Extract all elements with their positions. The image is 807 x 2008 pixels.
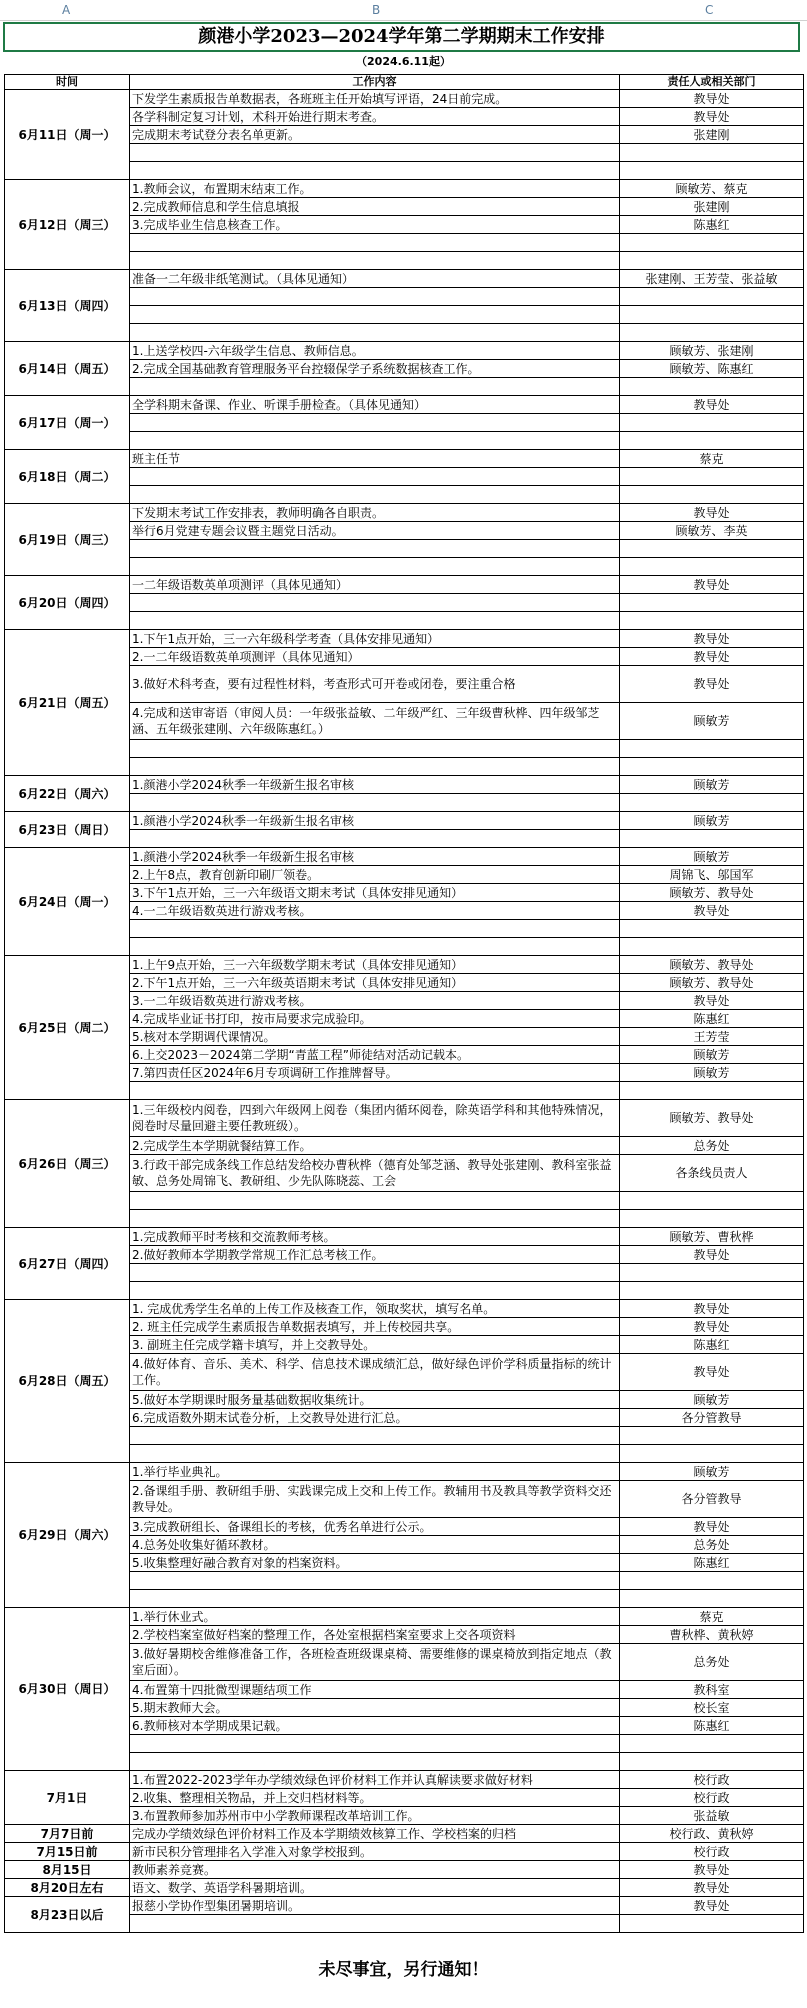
task-cell[interactable] [130,1282,620,1300]
responsible-cell[interactable]: 校长室 [620,1699,804,1717]
task-cell[interactable]: 1.颜港小学2024秋季一年级新生报名审核 [130,848,620,866]
task-cell[interactable]: 1.教师会议，布置期末结束工作。 [130,180,620,198]
responsible-cell[interactable]: 顾敏芳 [620,812,804,830]
responsible-cell[interactable]: 教导处 [620,1518,804,1536]
task-cell[interactable] [130,414,620,432]
table-row [5,1463,804,1481]
table-row [5,450,804,468]
task-cell[interactable]: 3.下午1点开始，三一六年级语文期末考试（具体安排见通知） [130,884,620,902]
task-cell[interactable]: 4.完成毕业证书打印，按市局要求完成验印。 [130,1010,620,1028]
responsible-cell[interactable] [620,920,804,938]
table-row [5,504,804,522]
task-cell[interactable]: 语文、数学、英语学科暑期培训。 [130,1879,620,1897]
task-cell[interactable]: 2.收集、整理相关物品，并上交归档材料等。 [130,1789,620,1807]
responsible-cell[interactable] [620,1192,804,1210]
responsible-cell[interactable] [620,432,804,450]
spreadsheet-column-header [0,0,807,21]
header-content: 工作内容 [130,75,620,90]
date-cell[interactable]: 8月20日左右 [5,1879,130,1897]
responsible-cell[interactable]: 陈惠红 [620,1554,804,1572]
task-cell[interactable] [130,1082,620,1100]
task-cell[interactable] [130,830,620,848]
responsible-cell[interactable] [620,378,804,396]
responsible-cell[interactable]: 顾敏芳 [620,1391,804,1409]
task-cell[interactable]: 1.布置2022-2023学年办学绩效绿色评价材料工作并认真解读要求做好材料 [130,1771,620,1789]
task-cell[interactable]: 1.举行休业式。 [130,1608,620,1626]
task-cell[interactable] [130,1572,620,1590]
responsible-cell[interactable] [620,1445,804,1463]
responsible-cell[interactable]: 校行政 [620,1771,804,1789]
task-cell[interactable]: 3.完成教研组长、备课组长的考核，优秀名单进行公示。 [130,1518,620,1536]
responsible-cell[interactable]: 顾敏芳、教导处 [620,956,804,974]
column-label-b[interactable]: B [372,3,381,17]
responsible-cell[interactable]: 教导处 [620,1897,804,1915]
responsible-cell[interactable]: 顾敏芳、张建刚 [620,342,804,360]
column-label-c[interactable]: C [705,3,714,17]
responsible-cell[interactable]: 教导处 [620,396,804,414]
responsible-cell[interactable] [620,288,804,306]
task-cell[interactable]: 6.教师核对本学期成果记载。 [130,1717,620,1735]
responsible-cell[interactable] [620,1915,804,1933]
task-cell[interactable] [130,144,620,162]
responsible-cell[interactable]: 顾敏芳、蔡克 [620,180,804,198]
task-cell[interactable]: 1.颜港小学2024秋季一年级新生报名审核 [130,776,620,794]
task-cell[interactable]: 1.下午1点开始，三一六年级科学考查（具体安排见通知） [130,630,620,648]
responsible-cell[interactable] [620,830,804,848]
responsible-cell[interactable] [620,1427,804,1445]
responsible-cell[interactable]: 总务处 [620,1644,804,1681]
responsible-cell[interactable] [620,1735,804,1753]
schedule-table [4,74,804,1933]
responsible-cell[interactable] [620,486,804,504]
task-cell[interactable]: 1.举行毕业典礼。 [130,1463,620,1481]
date-cell[interactable]: 6月13日（周四） [5,270,130,342]
table-row [5,812,804,830]
responsible-cell[interactable]: 教导处 [620,108,804,126]
document-title: 颜港小学2023—2024学年第二学期期末工作安排 [3,22,800,52]
responsible-cell[interactable] [620,468,804,486]
date-cell[interactable]: 6月24日（周一） [5,848,130,956]
responsible-cell[interactable] [620,594,804,612]
responsible-cell[interactable] [620,1210,804,1228]
table-row [5,1100,804,1137]
table-row [5,90,804,108]
date-cell[interactable]: 6月17日（周一） [5,396,130,450]
date-cell[interactable]: 7月7日前 [5,1825,130,1843]
task-cell[interactable]: 5.做好本学期课时服务量基础数据收集统计。 [130,1391,620,1409]
responsible-cell[interactable]: 各条线员责人 [620,1155,804,1192]
responsible-cell[interactable]: 教导处 [620,1861,804,1879]
responsible-cell[interactable]: 顾敏芳、陈惠红 [620,360,804,378]
responsible-cell[interactable] [620,414,804,432]
task-cell[interactable]: 完成办学绩效绿色评价材料工作及本学期绩效核算工作、学校档案的归档 [130,1825,620,1843]
responsible-cell[interactable] [620,540,804,558]
responsible-cell[interactable]: 王芳莹 [620,1028,804,1046]
responsible-cell[interactable] [620,1572,804,1590]
table-row [5,1879,804,1897]
task-cell[interactable] [130,306,620,324]
task-cell[interactable]: 全学科期末备课、作业、听课手册检查。（具体见通知） [130,396,620,414]
responsible-cell[interactable] [620,740,804,758]
date-cell[interactable]: 6月29日（周六） [5,1463,130,1608]
header-time: 时间 [5,75,130,90]
task-cell[interactable] [130,1427,620,1445]
responsible-cell[interactable]: 张建刚 [620,198,804,216]
task-cell[interactable]: 4.总务处收集好循环教材。 [130,1536,620,1554]
task-cell[interactable] [130,938,620,956]
task-cell[interactable]: 3.做好术科考查，要有过程性材料，考查形式可开卷或闭卷，要注重合格 [130,666,620,703]
task-cell[interactable]: 3.行政干部完成条线工作总结发给校办曹秋桦（德育处邹芝涵、教导处张建刚、教科室张益敏、总务处周锦飞、教研组、少先队陈晓蕊、工会 [130,1155,620,1192]
task-cell[interactable] [130,1210,620,1228]
task-cell[interactable]: 班主任节 [130,450,620,468]
date-cell[interactable]: 8月23日以后 [5,1897,130,1933]
responsible-cell[interactable]: 顾敏芳 [620,776,804,794]
responsible-cell[interactable] [620,1753,804,1771]
responsible-cell[interactable]: 教导处 [620,630,804,648]
date-cell[interactable]: 6月28日（周五） [5,1300,130,1463]
task-cell[interactable]: 1.颜港小学2024秋季一年级新生报名审核 [130,812,620,830]
task-cell[interactable]: 2.完成全国基础教育管理服务平台控辍保学子系统数据核查工作。 [130,360,620,378]
task-cell[interactable]: 2.完成学生本学期就餐结算工作。 [130,1137,620,1155]
date-cell[interactable]: 6月23日（周日） [5,812,130,848]
responsible-cell[interactable]: 教导处 [620,1879,804,1897]
task-cell[interactable]: 6.完成语数外期末试卷分析，上交教导处进行汇总。 [130,1409,620,1427]
task-cell[interactable] [130,1753,620,1771]
footer-note: 未尽事宜，另行通知！ [318,1960,489,1980]
responsible-cell[interactable]: 教导处 [620,992,804,1010]
date-cell[interactable]: 6月11日（周一） [5,90,130,180]
responsible-cell[interactable]: 总务处 [620,1137,804,1155]
table-row [5,630,804,648]
table-row [5,956,804,974]
task-cell[interactable]: 一二年级语数英单项测评（具体见通知） [130,576,620,594]
responsible-cell[interactable]: 各分管教导 [620,1409,804,1427]
task-cell[interactable] [130,794,620,812]
responsible-cell[interactable]: 张建刚 [620,126,804,144]
responsible-cell[interactable]: 教导处 [620,576,804,594]
table-row [5,270,804,288]
responsible-cell[interactable] [620,794,804,812]
responsible-cell[interactable] [620,162,804,180]
table-row [5,848,804,866]
task-cell[interactable]: 4.做好体育、音乐、美术、科学、信息技术课成绩汇总，做好绿色评价学科质量指标的统计工作。 [130,1354,620,1391]
task-cell[interactable]: 1.上送学校四-六年级学生信息、教师信息。 [130,342,620,360]
responsible-cell[interactable] [620,758,804,776]
responsible-cell[interactable] [620,558,804,576]
table-row [5,1825,804,1843]
date-cell[interactable]: 6月20日（周四） [5,576,130,630]
task-cell[interactable] [130,1264,620,1282]
responsible-cell[interactable]: 顾敏芳、教导处 [620,1100,804,1137]
task-cell[interactable]: 教师素养竞赛。 [130,1861,620,1879]
responsible-cell[interactable]: 总务处 [620,1536,804,1554]
date-cell[interactable]: 6月21日（周五） [5,630,130,776]
task-cell[interactable] [130,1590,620,1608]
task-cell[interactable]: 2.完成教师信息和学生信息填报 [130,198,620,216]
task-cell[interactable]: 5.核对本学期调代课情况。 [130,1028,620,1046]
task-cell[interactable]: 3.完成毕业生信息核查工作。 [130,216,620,234]
table-row [5,576,804,594]
responsible-cell[interactable] [620,1264,804,1282]
responsible-cell[interactable]: 张益敏 [620,1807,804,1825]
table-row [5,776,804,794]
date-cell[interactable]: 7月1日 [5,1771,130,1825]
task-cell[interactable]: 举行6月党建专题会议暨主题党日活动。 [130,522,620,540]
responsible-cell[interactable]: 教导处 [620,666,804,703]
table-row [5,1300,804,1318]
task-cell[interactable]: 2.做好教师本学期教学常规工作汇总考核工作。 [130,1246,620,1264]
task-cell[interactable] [130,1445,620,1463]
date-cell[interactable]: 6月12日（周三） [5,180,130,270]
task-cell[interactable] [130,758,620,776]
task-cell[interactable]: 2.备课组手册、教研组手册、实践课完成上交和上传工作。教辅用书及教具等教学资料交还教导处。 [130,1481,620,1518]
task-cell[interactable]: 3. 副班主任完成学籍卡填写，并上交教导处。 [130,1336,620,1354]
task-cell[interactable] [130,594,620,612]
task-cell[interactable]: 2.上午8点，教育创新印刷厂领卷。 [130,866,620,884]
task-cell[interactable]: 1.上午9点开始，三一六年级数学期末考试（具体安排见通知） [130,956,620,974]
responsible-cell[interactable]: 顾敏芳 [620,1046,804,1064]
task-cell[interactable]: 4.完成和送审寄语（审阅人员：一年级张益敏、二年级严红、三年级曹秋桦、四年级邹芝涵、五年级张建刚、六年级陈惠红。） [130,703,620,740]
task-cell[interactable]: 2.下午1点开始，三一六年级英语期末考试（具体安排见通知） [130,974,620,992]
responsible-cell[interactable] [620,1282,804,1300]
header-responsible: 责任人或相关部门 [620,75,804,90]
responsible-cell[interactable]: 教导处 [620,1300,804,1318]
task-cell[interactable] [130,288,620,306]
task-cell[interactable]: 各学科制定复习计划，术科开始进行期末考查。 [130,108,620,126]
task-cell[interactable]: 下发学生素质报告单数据表，各班班主任开始填写评语，24日前完成。 [130,90,620,108]
document-subtitle: （2024.6.11起） [356,55,451,68]
task-cell[interactable] [130,378,620,396]
date-cell[interactable]: 6月19日（周三） [5,504,130,576]
task-cell[interactable] [130,740,620,758]
task-cell[interactable] [130,468,620,486]
responsible-cell[interactable]: 教导处 [620,90,804,108]
responsible-cell[interactable] [620,1590,804,1608]
responsible-cell[interactable]: 教导处 [620,1318,804,1336]
responsible-cell[interactable]: 教导处 [620,504,804,522]
responsible-cell[interactable]: 教科室 [620,1681,804,1699]
task-cell[interactable] [130,324,620,342]
task-cell[interactable] [130,1192,620,1210]
task-cell[interactable]: 1. 完成优秀学生名单的上传工作及核查工作，领取奖状，填写名单。 [130,1300,620,1318]
task-cell[interactable]: 3.做好暑期校舍维修准备工作，各班检查班级课桌椅、需要维修的课桌椅放到指定地点（教室后面）。 [130,1644,620,1681]
task-cell[interactable] [130,558,620,576]
responsible-cell[interactable]: 陈惠红 [620,1717,804,1735]
responsible-cell[interactable] [620,234,804,252]
task-cell[interactable] [130,1915,620,1933]
task-cell[interactable]: 完成期末考试登分表名单更新。 [130,126,620,144]
responsible-cell[interactable] [620,252,804,270]
task-cell[interactable] [130,920,620,938]
task-cell[interactable]: 准备一二年级非纸笔测试。（具体见通知） [130,270,620,288]
responsible-cell[interactable]: 校行政、黄秋婷 [620,1825,804,1843]
date-cell[interactable]: 6月14日（周五） [5,342,130,396]
responsible-cell[interactable]: 张建刚、王芳莹、张益敏 [620,270,804,288]
responsible-cell[interactable]: 校行政 [620,1789,804,1807]
table-row [5,1897,804,1915]
table-row [5,1861,804,1879]
task-cell[interactable]: 报慈小学协作型集团暑期培训。 [130,1897,620,1915]
task-cell[interactable]: 5.收集整理好融合教育对象的档案资料。 [130,1554,620,1572]
responsible-cell[interactable]: 陈惠红 [620,216,804,234]
task-cell[interactable]: 4.一二年级语数英进行游戏考核。 [130,902,620,920]
task-cell[interactable]: 4.布置第十四批微型课题结项工作 [130,1681,620,1699]
responsible-cell[interactable]: 顾敏芳、教导处 [620,884,804,902]
table-row [5,1843,804,1861]
task-cell[interactable] [130,540,620,558]
task-cell[interactable]: 2.学校档案室做好档案的整理工作，各处室根据档案室要求上交各项资料 [130,1626,620,1644]
table-row [5,396,804,414]
date-cell[interactable]: 6月25日（周二） [5,956,130,1100]
responsible-cell[interactable]: 教导处 [620,648,804,666]
table-row [5,1228,804,1246]
task-cell[interactable] [130,252,620,270]
table-row [5,1771,804,1789]
responsible-cell[interactable]: 陈惠红 [620,1336,804,1354]
responsible-cell[interactable]: 顾敏芳、李英 [620,522,804,540]
table-header-row [5,75,804,90]
date-cell[interactable]: 6月27日（周四） [5,1228,130,1300]
task-cell[interactable]: 1.三年级校内阅卷，四到六年级网上阅卷（集团内循环阅卷，除英语学科和其他特殊情况，阅卷时尽量回避主要任教班级）。 [130,1100,620,1137]
responsible-cell[interactable] [620,306,804,324]
schedule-body [5,90,804,1933]
responsible-cell[interactable]: 顾敏芳 [620,1064,804,1082]
responsible-cell[interactable]: 蔡克 [620,1608,804,1626]
table-row [5,1608,804,1626]
responsible-cell[interactable]: 教导处 [620,1354,804,1391]
task-cell[interactable] [130,432,620,450]
task-cell[interactable] [130,234,620,252]
responsible-cell[interactable]: 教导处 [620,902,804,920]
responsible-cell[interactable]: 教导处 [620,1246,804,1264]
task-cell[interactable] [130,162,620,180]
responsible-cell[interactable]: 周锦飞、邬国军 [620,866,804,884]
responsible-cell[interactable] [620,612,804,630]
responsible-cell[interactable]: 顾敏芳、曹秋桦 [620,1228,804,1246]
task-cell[interactable]: 新市民积分管理排名入学准入对象学校报到。 [130,1843,620,1861]
responsible-cell[interactable] [620,144,804,162]
task-cell[interactable]: 7.第四责任区2024年6月专项调研工作推牌督导。 [130,1064,620,1082]
column-label-a[interactable]: A [62,3,71,17]
responsible-cell[interactable]: 顾敏芳 [620,1463,804,1481]
responsible-cell[interactable]: 曹秋桦、黄秋婷 [620,1626,804,1644]
responsible-cell[interactable]: 陈惠红 [620,1010,804,1028]
table-row [5,342,804,360]
task-cell[interactable]: 下发期末考试工作安排表，教师明确各自职责。 [130,504,620,522]
date-cell[interactable]: 8月15日 [5,1861,130,1879]
task-cell[interactable] [130,612,620,630]
task-cell[interactable] [130,486,620,504]
task-cell[interactable]: 1.完成教师平时考核和交流教师考核。 [130,1228,620,1246]
table-row [5,180,804,198]
task-cell[interactable]: 6.上交2023－2024第二学期“青蓝工程”师徒结对活动记载本。 [130,1046,620,1064]
task-cell[interactable]: 2. 班主任完成学生素质报告单数据表填写，并上传校园共享。 [130,1318,620,1336]
responsible-cell[interactable]: 顾敏芳、教导处 [620,974,804,992]
responsible-cell[interactable]: 校行政 [620,1843,804,1861]
responsible-cell[interactable]: 顾敏芳 [620,848,804,866]
responsible-cell[interactable] [620,1082,804,1100]
task-cell[interactable] [130,1735,620,1753]
responsible-cell[interactable]: 蔡克 [620,450,804,468]
task-cell[interactable]: 3.布置教师参加苏州市中小学教师课程改革培训工作。 [130,1807,620,1825]
date-cell[interactable]: 6月26日（周三） [5,1100,130,1228]
task-cell[interactable]: 3.一二年级语数英进行游戏考核。 [130,992,620,1010]
date-cell[interactable]: 6月22日（周六） [5,776,130,812]
responsible-cell[interactable]: 顾敏芳 [620,703,804,740]
responsible-cell[interactable]: 各分管教导 [620,1481,804,1518]
responsible-cell[interactable] [620,324,804,342]
date-cell[interactable]: 6月30日（周日） [5,1608,130,1771]
date-cell[interactable]: 6月18日（周二） [5,450,130,504]
task-cell[interactable]: 2.一二年级语数英单项测评（具体见通知） [130,648,620,666]
date-cell[interactable]: 7月15日前 [5,1843,130,1861]
responsible-cell[interactable] [620,938,804,956]
task-cell[interactable]: 5.期末教师大会。 [130,1699,620,1717]
